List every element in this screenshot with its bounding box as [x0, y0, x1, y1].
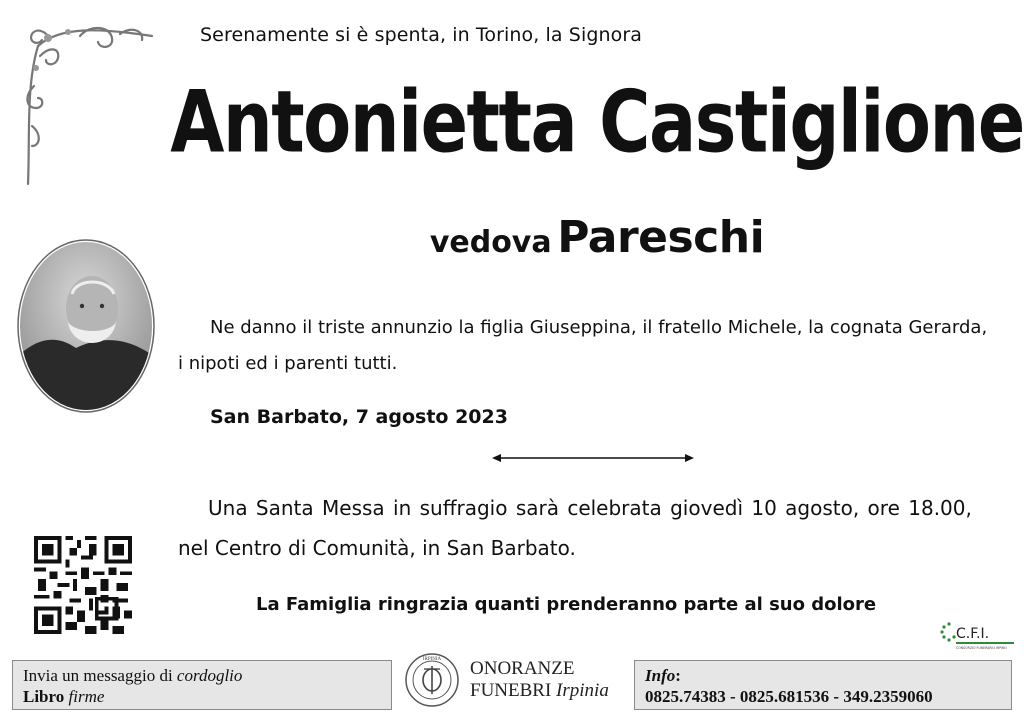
cfi-logo-subtitle: CONSORZIO FUNERARIO IRPINO	[956, 646, 1007, 650]
guestbook-prefix: Libro	[23, 687, 69, 706]
intro-text: Serenamente si è spenta, in Torino, la Signora	[200, 24, 643, 46]
condolence-box[interactable]	[12, 660, 392, 710]
info-phones	[645, 686, 1001, 707]
info-box	[634, 660, 1012, 710]
announcement	[178, 310, 1014, 382]
company-name	[470, 658, 609, 702]
double-arrow-divider-icon	[492, 452, 694, 464]
widow-surname: Pareschi	[557, 212, 765, 263]
cfi-logo-icon	[940, 618, 1016, 650]
company-name-line-2	[470, 680, 609, 702]
condolence-emphasis: cordoglio	[176, 666, 243, 685]
qr-code-icon[interactable]	[34, 536, 132, 634]
widow-line	[0, 212, 1024, 263]
portrait-photo-icon	[16, 238, 156, 414]
widow-prefix: vedova	[429, 225, 552, 260]
info-heading	[645, 665, 1001, 686]
info-label: Info	[645, 666, 676, 685]
phone-numbers: 0825.74383 - 0825.681536 - 349.2359060	[645, 687, 933, 706]
condolence-link[interactable]	[23, 665, 381, 686]
company-seal-icon	[404, 652, 460, 708]
mass-line-1: Una Santa Messa in suffragio sarà celebrata giovedì 10 agosto, ore 18.00,	[208, 496, 972, 520]
family-thanks: La Famiglia ringrazia quanti prenderanno parte al suo dolore	[256, 594, 877, 615]
guestbook-link[interactable]	[23, 686, 381, 707]
company-name-line-2-prefix: FUNEBRI	[470, 680, 557, 701]
mass-line-2: nel Centro di Comunità, in San Barbato.	[178, 536, 576, 560]
announcement-line-1: Ne danno il triste annunzio la figlia Giuseppina, il fratello Michele, la cognata Gerarda,	[210, 317, 988, 338]
cfi-logo-text: C.F.I.	[956, 626, 990, 642]
deceased-name: Antonietta Castiglione	[170, 72, 1024, 173]
guestbook-emphasis: firme	[68, 687, 105, 706]
seal-text: IRPINIA	[422, 657, 442, 662]
company-name-line-1: ONORANZE	[470, 658, 575, 679]
mass-announcement	[178, 488, 1008, 568]
announcement-line-2: i nipoti ed i parenti tutti.	[178, 353, 398, 374]
info-colon: :	[675, 666, 681, 685]
condolence-prefix: Invia un messaggio di	[23, 666, 177, 685]
company-name-line-2-emphasis: Irpinia	[556, 680, 609, 701]
place-date: San Barbato, 7 agosto 2023	[210, 406, 508, 428]
